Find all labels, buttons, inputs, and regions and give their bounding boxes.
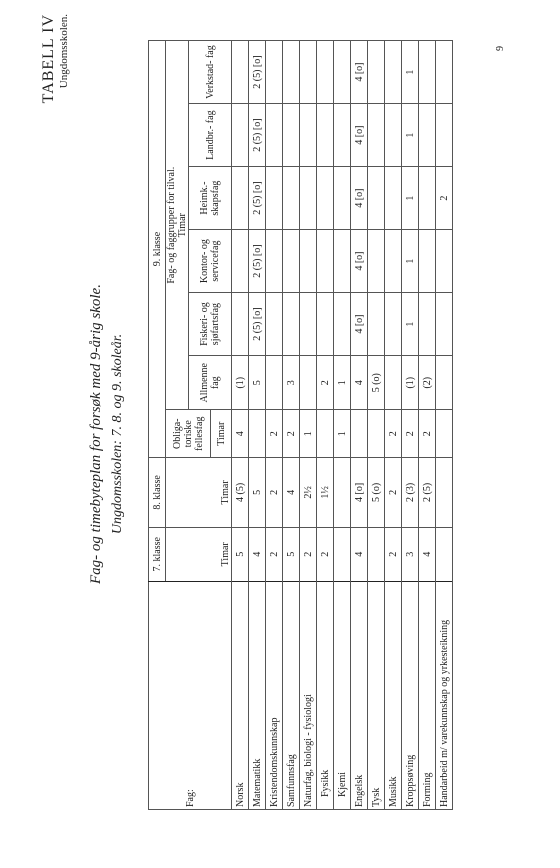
value-cell [300, 356, 317, 410]
value-cell [385, 356, 402, 410]
table-row [334, 41, 351, 810]
allmenne-header: Allmenne fag [189, 356, 232, 410]
value-cell: 4 [232, 410, 249, 458]
value-cell: 5 [249, 458, 266, 528]
value-cell: 5 [283, 527, 300, 581]
value-cell [283, 167, 300, 230]
subject-cell: Kjemi [334, 581, 351, 809]
value-cell [385, 293, 402, 356]
value-cell [368, 41, 385, 104]
value-cell [436, 527, 453, 581]
table-row [283, 41, 300, 810]
value-cell [419, 104, 436, 167]
page-subtitle: Ungdomsskolen: 7. 8. og 9. skoleår. [110, 333, 125, 535]
value-cell: 4 [o] [351, 293, 368, 356]
table-row [368, 41, 385, 810]
value-cell [436, 230, 453, 293]
fiskeri-header: Fiskeri- og sjøfartsfag [189, 293, 232, 356]
table-row [266, 41, 283, 810]
value-cell: 2 (5) [o] [249, 230, 266, 293]
page-title: Fag- og timebyteplan for forsøk med 9-årig skole. [88, 284, 104, 584]
value-cell: 4 [o] [351, 41, 368, 104]
value-cell [436, 458, 453, 528]
value-cell [385, 230, 402, 293]
value-cell: 1 [402, 104, 419, 167]
value-cell [317, 104, 334, 167]
value-cell: 1½ [317, 458, 334, 528]
value-cell: 4 [351, 527, 368, 581]
value-cell [334, 41, 351, 104]
subject-header: Fag: [149, 581, 232, 809]
table-row [249, 41, 266, 810]
value-cell [334, 167, 351, 230]
value-cell [317, 41, 334, 104]
value-cell [266, 41, 283, 104]
value-cell: 3 [283, 356, 300, 410]
table-number: TABELL IV [40, 14, 57, 104]
subject-cell: Kroppsøving [402, 581, 419, 809]
table-row [402, 41, 419, 810]
value-cell [300, 41, 317, 104]
kontor-header: Kontor- og servicefag [189, 230, 232, 293]
value-cell: 2 [317, 356, 334, 410]
value-cell [300, 104, 317, 167]
value-cell [266, 167, 283, 230]
value-cell [436, 293, 453, 356]
subject-cell: Matematikk [249, 581, 266, 809]
value-cell [368, 410, 385, 458]
value-cell: 2 [266, 527, 283, 581]
value-cell [266, 104, 283, 167]
value-cell [232, 104, 249, 167]
value-cell: 4 (5) [232, 458, 249, 528]
value-cell [436, 356, 453, 410]
value-cell [300, 293, 317, 356]
tilval-title: Fag- og faggrupper for tilval. [166, 166, 177, 284]
value-cell: 2 [283, 410, 300, 458]
subject-cell: Naturfag, biologi - fysiologi [300, 581, 317, 809]
subject-cell: Kristendomskunnskap [266, 581, 283, 809]
tilval-header [166, 41, 189, 410]
value-cell [283, 293, 300, 356]
table-row [385, 41, 402, 810]
page-number: 9 [495, 46, 506, 51]
subject-cell: Engelsk [351, 581, 368, 809]
value-cell: 4 [o] [351, 230, 368, 293]
class7-header: 7. klasse [149, 527, 166, 581]
value-cell: 4 [o] [351, 167, 368, 230]
value-cell: 1 [334, 356, 351, 410]
value-cell: 2½ [300, 458, 317, 528]
value-cell: 1 [334, 410, 351, 458]
value-cell [368, 293, 385, 356]
value-cell: 2 (5) [o] [249, 293, 266, 356]
timar-header-8: Timar [166, 458, 232, 528]
timar-header-9: Timar [211, 410, 232, 458]
value-cell [334, 458, 351, 528]
value-cell [283, 104, 300, 167]
value-cell: 2 [385, 458, 402, 528]
heimk-header: Heimk.- skapsfag [189, 167, 232, 230]
tilval-timar: Timar [177, 213, 188, 238]
obligatoriske-header: Obliga- toriske fellesfag [166, 410, 211, 458]
subject-cell: Tysk [368, 581, 385, 809]
table-row [232, 41, 249, 810]
value-cell: 2 [385, 527, 402, 581]
value-cell: 2 (3) [402, 458, 419, 528]
value-cell [368, 104, 385, 167]
value-cell [368, 167, 385, 230]
value-cell [385, 167, 402, 230]
value-cell [351, 410, 368, 458]
subject-cell: Norsk [232, 581, 249, 809]
subject-cell: Forming [419, 581, 436, 809]
timetable [148, 40, 453, 810]
value-cell: 4 [419, 527, 436, 581]
value-cell [249, 410, 266, 458]
value-cell: (2) [419, 356, 436, 410]
value-cell [368, 527, 385, 581]
value-cell [232, 167, 249, 230]
value-cell: 2 [266, 410, 283, 458]
value-cell [334, 104, 351, 167]
value-cell: 2 [385, 410, 402, 458]
value-cell [436, 410, 453, 458]
value-cell [232, 41, 249, 104]
timar-header-7: Timar [166, 527, 232, 581]
value-cell: 2 (5) [419, 458, 436, 528]
table-row [436, 41, 453, 810]
value-cell [419, 167, 436, 230]
value-cell [300, 230, 317, 293]
table-subtitle: Ungdomsskolen. [58, 14, 70, 89]
value-cell: (1) [232, 356, 249, 410]
value-cell [368, 230, 385, 293]
subject-cell: Samfunnsfag [283, 581, 300, 809]
value-cell: (1) [402, 356, 419, 410]
value-cell [385, 41, 402, 104]
value-cell: 5 [249, 356, 266, 410]
value-cell [232, 293, 249, 356]
table-row [351, 41, 368, 810]
header-block [40, 14, 70, 103]
value-cell [300, 167, 317, 230]
value-cell [419, 293, 436, 356]
value-cell: 4 [o] [351, 104, 368, 167]
value-cell: 2 [402, 410, 419, 458]
value-cell: 4 [249, 527, 266, 581]
value-cell: 1 [300, 410, 317, 458]
value-cell [232, 230, 249, 293]
value-cell: 5 [232, 527, 249, 581]
value-cell [385, 104, 402, 167]
table-row [300, 41, 317, 810]
value-cell: 4 [351, 356, 368, 410]
value-cell: 2 (5) [o] [249, 167, 266, 230]
value-cell [419, 230, 436, 293]
value-cell [317, 410, 334, 458]
value-cell: 5 (o) [368, 356, 385, 410]
value-cell [266, 293, 283, 356]
value-cell [266, 356, 283, 410]
value-cell: 2 [419, 410, 436, 458]
verkstad-header: Verkstad- fag [189, 41, 232, 104]
value-cell: 2 (5) [o] [249, 104, 266, 167]
value-cell [334, 527, 351, 581]
value-cell [334, 293, 351, 356]
value-cell: 1 [402, 167, 419, 230]
value-cell: 1 [402, 230, 419, 293]
value-cell [436, 104, 453, 167]
value-cell [317, 293, 334, 356]
subject-cell: Handarbeid m/ varekunnskap og yrkesteikning [436, 581, 453, 809]
value-cell: 5 (o) [368, 458, 385, 528]
value-cell: 4 [o] [351, 458, 368, 528]
value-cell: 2 (5) [o] [249, 41, 266, 104]
value-cell: 4 [283, 458, 300, 528]
value-cell: 2 [436, 167, 453, 230]
value-cell [334, 230, 351, 293]
value-cell [283, 41, 300, 104]
value-cell [283, 230, 300, 293]
value-cell [419, 41, 436, 104]
subject-cell: Musikk [385, 581, 402, 809]
timetable-body [232, 41, 453, 810]
class8-header: 8. klasse [149, 458, 166, 528]
value-cell: 2 [266, 458, 283, 528]
value-cell [317, 230, 334, 293]
class9-header: 9. klasse [149, 41, 166, 458]
value-cell [317, 167, 334, 230]
value-cell: 1 [402, 41, 419, 104]
value-cell: 2 [300, 527, 317, 581]
value-cell: 1 [402, 293, 419, 356]
landbr-header: Landbr.- fag [189, 104, 232, 167]
value-cell: 2 [317, 527, 334, 581]
subject-cell: Fysikk [317, 581, 334, 809]
value-cell: 3 [402, 527, 419, 581]
value-cell [266, 230, 283, 293]
value-cell [436, 41, 453, 104]
table-row [317, 41, 334, 810]
table-row [419, 41, 436, 810]
